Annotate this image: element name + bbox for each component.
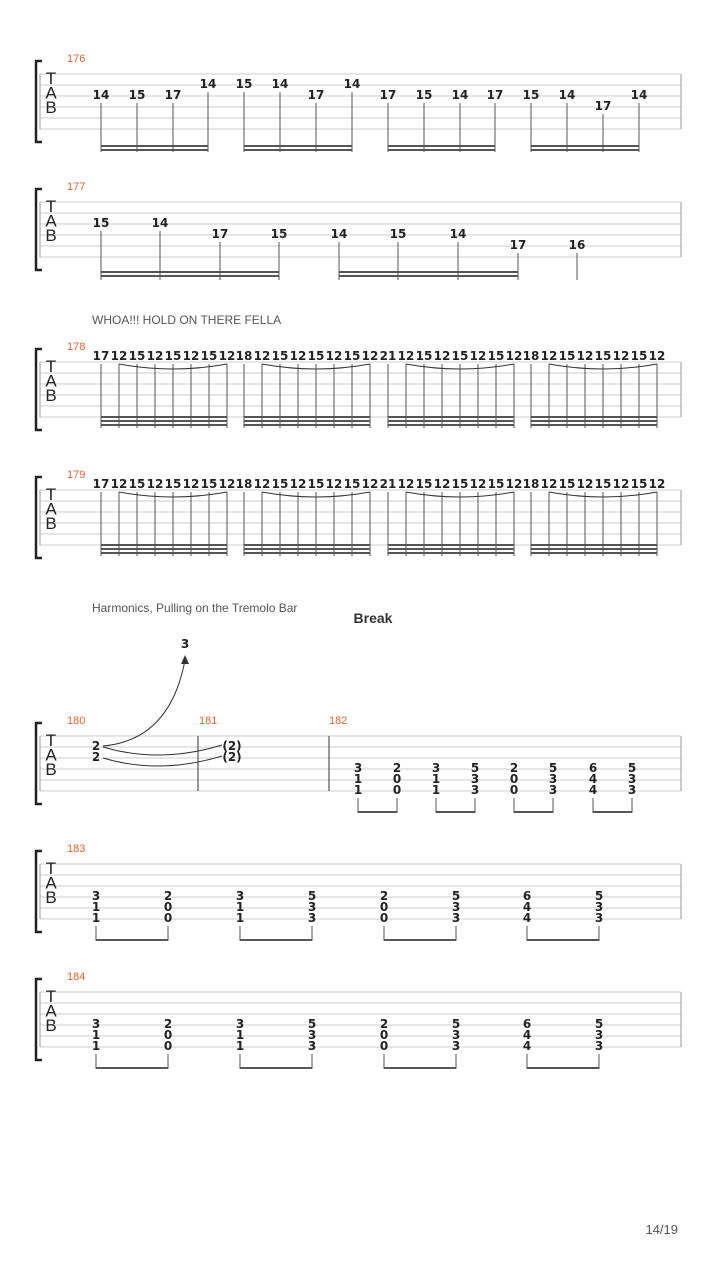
fret-number: 12 xyxy=(469,349,487,363)
fret-number: 12 xyxy=(469,477,487,491)
fret-number: 12 xyxy=(218,477,236,491)
tab-clef-letter: T xyxy=(45,357,57,376)
fret-number: 0 xyxy=(509,783,519,797)
system-bracket xyxy=(36,61,42,142)
fret-number: 4 xyxy=(522,900,532,914)
measure-number: 177 xyxy=(67,181,86,193)
fret-number: 2 xyxy=(163,889,173,903)
fret-number: 3 xyxy=(235,1017,245,1031)
tab-clef-letter: T xyxy=(45,859,57,878)
fret-number: 2 xyxy=(392,761,402,775)
fret-number: 16 xyxy=(568,238,586,252)
fret-number: 15 xyxy=(630,477,648,491)
tab-clef-letter: A xyxy=(45,873,57,893)
fret-number: 0 xyxy=(392,772,402,786)
measure-number: 178 xyxy=(67,341,86,353)
fret-number: 15 xyxy=(164,349,182,363)
measure-number: 182 xyxy=(329,715,348,727)
fret-number: 5 xyxy=(594,889,604,903)
system-bracket xyxy=(36,189,42,270)
fret-number: 17 xyxy=(92,349,110,363)
fret-number: 17 xyxy=(307,88,325,102)
fret-number: 1 xyxy=(353,772,363,786)
fret-number: 0 xyxy=(509,772,519,786)
fret-number: 12 xyxy=(289,349,307,363)
fret-number: 12 xyxy=(361,349,379,363)
fret-number: 15 xyxy=(487,349,505,363)
fret-number: 15 xyxy=(594,477,612,491)
fret-number: 12 xyxy=(218,349,236,363)
fret-number: 12 xyxy=(612,349,630,363)
fret-number: 0 xyxy=(392,783,402,797)
tab-clef-letter: B xyxy=(45,1016,57,1035)
fret-number: 15 xyxy=(307,477,325,491)
fret-number: 12 xyxy=(289,477,307,491)
fret-number: 5 xyxy=(451,1017,461,1031)
fret-number: 14 xyxy=(343,77,361,91)
fret-number: (2) xyxy=(222,750,242,764)
tab-clef-letter: A xyxy=(45,1001,57,1021)
fret-number: 0 xyxy=(379,1039,389,1053)
measure-number: 179 xyxy=(67,469,86,481)
fret-number: 18 xyxy=(235,477,253,491)
fret-number: 14 xyxy=(92,88,110,102)
fret-number: 18 xyxy=(522,349,540,363)
fret-number: 0 xyxy=(379,900,389,914)
fret-number: 15 xyxy=(558,349,576,363)
tab-clef-letter: T xyxy=(45,485,57,504)
fret-number: 12 xyxy=(612,477,630,491)
system-bracket xyxy=(36,851,42,932)
fret-number: 0 xyxy=(379,1028,389,1042)
fret-number: 12 xyxy=(433,349,451,363)
fret-number: 12 xyxy=(648,349,666,363)
fret-number: 15 xyxy=(415,88,433,102)
measure-number: 181 xyxy=(199,715,218,727)
fret-number: 12 xyxy=(505,349,523,363)
fret-number: 15 xyxy=(558,477,576,491)
fret-number: 15 xyxy=(451,349,469,363)
fret-number: 12 xyxy=(325,477,343,491)
fret-number: 3 xyxy=(627,772,637,786)
tab-clef-letter: B xyxy=(45,760,57,779)
tab-clef-letter: B xyxy=(45,888,57,907)
fret-number: 0 xyxy=(163,1039,173,1053)
fret-number: 12 xyxy=(146,349,164,363)
fret-number: 15 xyxy=(235,77,253,91)
fret-number: 15 xyxy=(128,349,146,363)
fret-number: 3 xyxy=(594,900,604,914)
fret-number: 3 xyxy=(627,783,637,797)
fret-number: 14 xyxy=(151,216,169,230)
fret-number: 12 xyxy=(540,477,558,491)
fret-number: 14 xyxy=(630,88,648,102)
fret-number: 15 xyxy=(343,349,361,363)
fret-number: 17 xyxy=(211,227,229,241)
fret-number: 15 xyxy=(630,349,648,363)
tab-clef-letter: T xyxy=(45,731,57,750)
tab-clef-letter: A xyxy=(45,499,57,519)
fret-number: 12 xyxy=(253,349,271,363)
fret-number: 1 xyxy=(91,900,101,914)
fret-number: 0 xyxy=(379,911,389,925)
fret-number: 3 xyxy=(91,889,101,903)
fret-number: 1 xyxy=(91,1039,101,1053)
fret-number: 4 xyxy=(588,783,598,797)
fret-number: 21 xyxy=(379,349,397,363)
fret-number: 15 xyxy=(128,88,146,102)
annotation-text: WHOA!!! HOLD ON THERE FELLA xyxy=(92,313,282,327)
bend-amount: 3 xyxy=(180,637,190,651)
fret-number: 18 xyxy=(235,349,253,363)
fret-number: 3 xyxy=(451,900,461,914)
fret-number: 3 xyxy=(91,1017,101,1031)
fret-number: 21 xyxy=(379,477,397,491)
fret-number: 12 xyxy=(397,477,415,491)
system-bracket xyxy=(36,477,42,558)
fret-number: 14 xyxy=(199,77,217,91)
fret-number: 12 xyxy=(146,477,164,491)
fret-number: 14 xyxy=(330,227,348,241)
fret-number: 3 xyxy=(451,911,461,925)
fret-number: 15 xyxy=(271,477,289,491)
fret-number: 15 xyxy=(487,477,505,491)
fret-number: 15 xyxy=(128,477,146,491)
fret-number: 3 xyxy=(470,783,480,797)
fret-number: 3 xyxy=(353,761,363,775)
fret-number: 0 xyxy=(163,911,173,925)
fret-number: 5 xyxy=(307,889,317,903)
fret-number: 15 xyxy=(307,349,325,363)
fret-number: 3 xyxy=(451,1039,461,1053)
fret-number: 15 xyxy=(389,227,407,241)
fret-number: 3 xyxy=(451,1028,461,1042)
fret-number: 3 xyxy=(594,1028,604,1042)
fret-number: 14 xyxy=(558,88,576,102)
fret-number: 15 xyxy=(164,477,182,491)
fret-number: 1 xyxy=(91,911,101,925)
measure-number: 180 xyxy=(67,715,86,727)
system-bracket xyxy=(36,979,42,1060)
fret-number: 3 xyxy=(548,783,558,797)
fret-number: 15 xyxy=(200,349,218,363)
fret-number: 14 xyxy=(449,227,467,241)
fret-number: 12 xyxy=(576,477,594,491)
fret-number: 4 xyxy=(522,1028,532,1042)
fret-number: 1 xyxy=(235,900,245,914)
fret-number: 1 xyxy=(235,1039,245,1053)
fret-number: 5 xyxy=(451,889,461,903)
fret-number: (2) xyxy=(222,739,242,753)
fret-number: 1 xyxy=(431,783,441,797)
fret-number: 17 xyxy=(486,88,504,102)
fret-number: 1 xyxy=(235,911,245,925)
fret-number: 15 xyxy=(343,477,361,491)
fret-number: 15 xyxy=(451,477,469,491)
fret-number: 15 xyxy=(200,477,218,491)
fret-number: 5 xyxy=(548,761,558,775)
fret-number: 4 xyxy=(588,772,598,786)
tab-clef-letter: B xyxy=(45,514,57,533)
fret-number: 0 xyxy=(163,1028,173,1042)
fret-number: 12 xyxy=(182,349,200,363)
fret-number: 14 xyxy=(451,88,469,102)
fret-number: 2 xyxy=(91,750,101,764)
fret-number: 3 xyxy=(307,1039,317,1053)
fret-number: 14 xyxy=(271,77,289,91)
tab-clef-letter: A xyxy=(45,83,57,103)
fret-number: 3 xyxy=(548,772,558,786)
fret-number: 3 xyxy=(470,772,480,786)
fret-number: 3 xyxy=(431,761,441,775)
fret-number: 5 xyxy=(307,1017,317,1031)
fret-number: 2 xyxy=(91,739,101,753)
tab-clef-letter: A xyxy=(45,745,57,765)
fret-number: 12 xyxy=(325,349,343,363)
tab-clef-letter: A xyxy=(45,211,57,231)
fret-number: 15 xyxy=(415,477,433,491)
fret-number: 2 xyxy=(163,1017,173,1031)
tab-clef-letter: A xyxy=(45,371,57,391)
fret-number: 3 xyxy=(307,900,317,914)
fret-number: 12 xyxy=(397,349,415,363)
fret-number: 15 xyxy=(522,88,540,102)
fret-number: 1 xyxy=(431,772,441,786)
fret-number: 12 xyxy=(505,477,523,491)
tab-clef-letter: T xyxy=(45,69,57,88)
fret-number: 15 xyxy=(271,349,289,363)
measure-number: 183 xyxy=(67,843,86,855)
fret-number: 15 xyxy=(415,349,433,363)
fret-number: 12 xyxy=(433,477,451,491)
fret-number: 5 xyxy=(627,761,637,775)
fret-number: 12 xyxy=(540,349,558,363)
page-number: 14/19 xyxy=(645,1222,678,1237)
fret-number: 3 xyxy=(307,911,317,925)
fret-number: 3 xyxy=(235,889,245,903)
fret-number: 5 xyxy=(470,761,480,775)
bend-arrow xyxy=(103,660,185,746)
fret-number: 1 xyxy=(353,783,363,797)
fret-number: 5 xyxy=(594,1017,604,1031)
fret-number: 12 xyxy=(110,477,128,491)
annotation-text: Harmonics, Pulling on the Tremolo Bar xyxy=(92,601,298,615)
fret-number: 12 xyxy=(110,349,128,363)
fret-number: 6 xyxy=(522,889,532,903)
fret-number: 17 xyxy=(594,99,612,113)
system-bracket xyxy=(36,349,42,430)
fret-number: 3 xyxy=(594,911,604,925)
fret-number: 2 xyxy=(379,1017,389,1031)
fret-number: 12 xyxy=(648,477,666,491)
tab-clef-letter: T xyxy=(45,197,57,216)
fret-number: 2 xyxy=(379,889,389,903)
fret-number: 1 xyxy=(91,1028,101,1042)
fret-number: 6 xyxy=(588,761,598,775)
fret-number: 17 xyxy=(92,477,110,491)
bend-arrowhead xyxy=(181,655,189,664)
tab-clef-letter: B xyxy=(45,386,57,405)
fret-number: 12 xyxy=(361,477,379,491)
fret-number: 12 xyxy=(253,477,271,491)
fret-number: 15 xyxy=(92,216,110,230)
fret-number: 2 xyxy=(509,761,519,775)
fret-number: 15 xyxy=(594,349,612,363)
fret-number: 18 xyxy=(522,477,540,491)
fret-number: 17 xyxy=(509,238,527,252)
fret-number: 17 xyxy=(379,88,397,102)
fret-number: 3 xyxy=(307,1028,317,1042)
fret-number: 4 xyxy=(522,911,532,925)
fret-number: 3 xyxy=(594,1039,604,1053)
system-bracket xyxy=(36,723,42,804)
measure-number: 184 xyxy=(67,971,86,983)
fret-number: 1 xyxy=(235,1028,245,1042)
fret-number: 4 xyxy=(522,1039,532,1053)
measure-number: 176 xyxy=(67,53,86,65)
tab-clef-letter: B xyxy=(45,98,57,117)
section-label: Break xyxy=(353,610,393,626)
tab-clef-letter: T xyxy=(45,987,57,1006)
fret-number: 6 xyxy=(522,1017,532,1031)
fret-number: 15 xyxy=(270,227,288,241)
tab-clef-letter: B xyxy=(45,226,57,245)
fret-number: 17 xyxy=(164,88,182,102)
fret-number: 12 xyxy=(576,349,594,363)
fret-number: 12 xyxy=(182,477,200,491)
fret-number: 0 xyxy=(163,900,173,914)
